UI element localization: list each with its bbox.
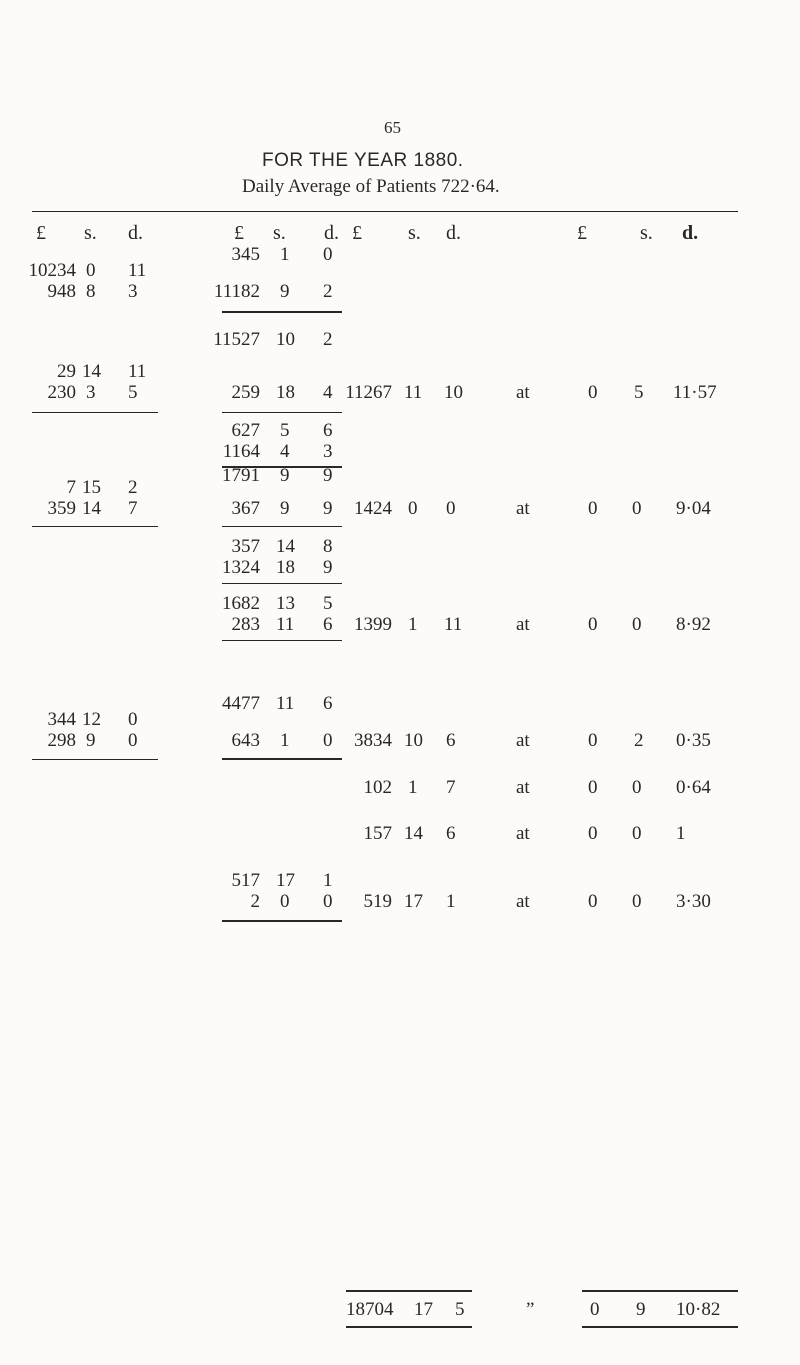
col2-shillings: 9 — [280, 498, 290, 519]
col2-shillings: 1 — [280, 730, 290, 751]
total-rule-bottom — [582, 1326, 738, 1328]
col3-shillings: 1 — [408, 777, 418, 798]
col2-pence: 1 — [323, 870, 333, 891]
col2-pence: 6 — [323, 693, 333, 714]
col1-shillings: 14 — [82, 361, 101, 382]
col2-shillings: 10 — [276, 329, 295, 350]
col2-shillings: 13 — [276, 593, 295, 614]
col3-pence: 11 — [444, 614, 463, 635]
at-label: at — [516, 498, 530, 519]
col1-pence: 0 — [128, 709, 138, 730]
col2-pence: 6 — [323, 420, 333, 441]
col1-pounds: 298 — [47, 730, 76, 751]
header-shillings-1: s. — [84, 222, 97, 244]
col1-pounds: 7 — [66, 477, 76, 498]
col2-shillings: 11 — [276, 614, 295, 635]
total-rule-bottom — [346, 1326, 472, 1328]
col2-pounds: 1791 — [222, 465, 260, 486]
header-shillings-3: s. — [408, 222, 421, 244]
header-pence-3: d. — [446, 222, 461, 244]
col3-shillings: 0 — [408, 498, 418, 519]
col4-pounds: 0 — [588, 891, 598, 912]
at-label: at — [516, 777, 530, 798]
col1-pounds: 948 — [47, 281, 76, 302]
col2-pence: 9 — [323, 498, 333, 519]
col3-pence: 10 — [444, 382, 463, 403]
col2-pence: 9 — [323, 557, 333, 578]
col2-subtotal-rule — [222, 412, 342, 413]
header-pence-2: d. — [324, 222, 339, 244]
total-rate-shillings: 9 — [636, 1299, 646, 1320]
col1-shillings: 0 — [86, 260, 96, 281]
col3-shillings: 11 — [404, 382, 423, 403]
col3-pounds: 102 — [363, 777, 392, 798]
header-pounds-3: £ — [352, 222, 362, 244]
col2-subtotal-rule — [222, 758, 342, 760]
page-number: 65 — [384, 118, 401, 137]
col1-pounds: 10234 — [28, 260, 76, 281]
col2-shillings: 18 — [276, 557, 295, 578]
at-label: at — [516, 891, 530, 912]
col4-pounds: 0 — [588, 382, 598, 403]
header-pounds-2: £ — [234, 222, 244, 244]
col2-subtotal-rule — [222, 526, 342, 527]
col4-pounds: 0 — [588, 730, 598, 751]
col3-pounds: 519 — [363, 891, 392, 912]
col4-shillings: 0 — [632, 823, 642, 844]
page-title: FOR THE YEAR 1880. — [262, 150, 464, 171]
col1-shillings: 15 — [82, 477, 101, 498]
col4-shillings: 0 — [632, 777, 642, 798]
col2-shillings: 17 — [276, 870, 295, 891]
col4-pence: 1 — [676, 823, 686, 844]
col2-pence: 4 — [323, 382, 333, 403]
header-pence-1: d. — [128, 222, 143, 244]
header-pounds-1: £ — [36, 222, 46, 244]
col4-pounds: 0 — [588, 614, 598, 635]
col2-pounds: 1324 — [222, 557, 260, 578]
col3-pounds: 1399 — [354, 614, 392, 635]
header-shillings-4: s. — [640, 222, 653, 244]
col2-pounds: 517 — [231, 870, 260, 891]
col2-pence: 0 — [323, 244, 333, 265]
col1-shillings: 9 — [86, 730, 96, 751]
col3-shillings: 10 — [404, 730, 423, 751]
header-pence-4: d. — [682, 222, 699, 244]
top-rule — [32, 211, 738, 212]
col1-shillings: 8 — [86, 281, 96, 302]
col2-subtotal-rule — [222, 311, 342, 313]
total-rate-pence: 10·82 — [676, 1299, 721, 1320]
at-label: at — [516, 823, 530, 844]
col2-shillings: 0 — [280, 891, 290, 912]
col3-pounds: 1424 — [354, 498, 392, 519]
col4-pounds: 0 — [588, 777, 598, 798]
col1-pounds: 359 — [47, 498, 76, 519]
col2-pence: 9 — [323, 465, 333, 486]
col1-subtotal-rule — [32, 412, 158, 413]
col4-pence: 0·64 — [676, 777, 711, 798]
col2-pounds: 2 — [250, 891, 260, 912]
col1-pence: 0 — [128, 730, 138, 751]
col1-shillings: 12 — [82, 709, 101, 730]
col4-pence: 3·30 — [676, 891, 711, 912]
col2-pence: 0 — [323, 730, 333, 751]
col2-pounds: 1164 — [222, 441, 260, 462]
col1-pence: 11 — [128, 260, 147, 281]
col4-shillings: 0 — [632, 498, 642, 519]
col1-shillings: 3 — [86, 382, 96, 403]
col2-pence: 0 — [323, 891, 333, 912]
col2-shillings: 9 — [280, 281, 290, 302]
col2-shillings: 1 — [280, 244, 290, 265]
col4-shillings: 5 — [634, 382, 644, 403]
col1-subtotal-rule — [32, 759, 158, 760]
col1-pounds: 230 — [47, 382, 76, 403]
total-ditto-mark: ” — [526, 1299, 535, 1320]
header-pounds-4: £ — [577, 222, 587, 244]
col2-pence: 2 — [323, 329, 333, 350]
col2-shillings: 11 — [276, 693, 295, 714]
col3-shillings: 17 — [404, 891, 423, 912]
col2-pence: 5 — [323, 593, 333, 614]
col4-pence: 0·35 — [676, 730, 711, 751]
col2-shillings: 18 — [276, 382, 295, 403]
col4-pence: 9·04 — [676, 498, 711, 519]
col2-pounds: 627 — [231, 420, 260, 441]
col2-pounds: 345 — [231, 244, 260, 265]
total-shillings: 17 — [414, 1299, 433, 1320]
at-label: at — [516, 730, 530, 751]
col2-shillings: 9 — [280, 465, 290, 486]
col3-pence: 0 — [446, 498, 456, 519]
total-rule-top — [582, 1290, 738, 1292]
col3-shillings: 14 — [404, 823, 423, 844]
col1-pence: 11 — [128, 361, 147, 382]
col1-pence: 3 — [128, 281, 138, 302]
col2-subtotal-rule — [222, 640, 342, 641]
col1-subtotal-rule — [32, 526, 158, 527]
total-pence: 5 — [455, 1299, 465, 1320]
col4-shillings: 2 — [634, 730, 644, 751]
col3-pounds: 3834 — [354, 730, 392, 751]
col3-pounds: 11267 — [345, 382, 392, 403]
col2-pounds: 259 — [231, 382, 260, 403]
col2-pounds: 11527 — [213, 329, 260, 350]
col2-pounds: 11182 — [213, 281, 260, 302]
col2-shillings: 5 — [280, 420, 290, 441]
col3-pence: 6 — [446, 823, 456, 844]
col3-pence: 6 — [446, 730, 456, 751]
col2-subtotal-rule — [222, 920, 342, 922]
col3-pounds: 157 — [363, 823, 392, 844]
col2-pounds: 4477 — [222, 693, 260, 714]
col2-pounds: 1682 — [222, 593, 260, 614]
total-rule-top — [346, 1290, 472, 1292]
col4-pence: 8·92 — [676, 614, 711, 635]
col4-shillings: 0 — [632, 614, 642, 635]
col1-shillings: 14 — [82, 498, 101, 519]
col4-shillings: 0 — [632, 891, 642, 912]
col4-pence: 11·57 — [673, 382, 717, 403]
col2-pounds: 357 — [231, 536, 260, 557]
total-rate-pounds: 0 — [590, 1299, 600, 1320]
col3-pence: 1 — [446, 891, 456, 912]
col2-pounds: 283 — [231, 614, 260, 635]
total-pounds: 18704 — [346, 1299, 394, 1320]
col1-pence: 7 — [128, 498, 138, 519]
col3-pence: 7 — [446, 777, 456, 798]
col1-pence: 5 — [128, 382, 138, 403]
header-shillings-2: s. — [273, 222, 286, 244]
col4-pounds: 0 — [588, 823, 598, 844]
at-label: at — [516, 614, 530, 635]
col2-shillings: 4 — [280, 441, 290, 462]
col2-subtotal-rule — [222, 583, 342, 584]
col3-shillings: 1 — [408, 614, 418, 635]
col1-pence: 2 — [128, 477, 138, 498]
col4-pounds: 0 — [588, 498, 598, 519]
at-label: at — [516, 382, 530, 403]
col2-pence: 2 — [323, 281, 333, 302]
col2-pence: 6 — [323, 614, 333, 635]
col1-pounds: 29 — [57, 361, 76, 382]
col1-pounds: 344 — [47, 709, 76, 730]
col2-shillings: 14 — [276, 536, 295, 557]
col2-pence: 8 — [323, 536, 333, 557]
page-subtitle: Daily Average of Patients 722·64. — [242, 176, 500, 197]
col2-pounds: 643 — [231, 730, 260, 751]
col2-pence: 3 — [323, 441, 333, 462]
col2-pounds: 367 — [231, 498, 260, 519]
